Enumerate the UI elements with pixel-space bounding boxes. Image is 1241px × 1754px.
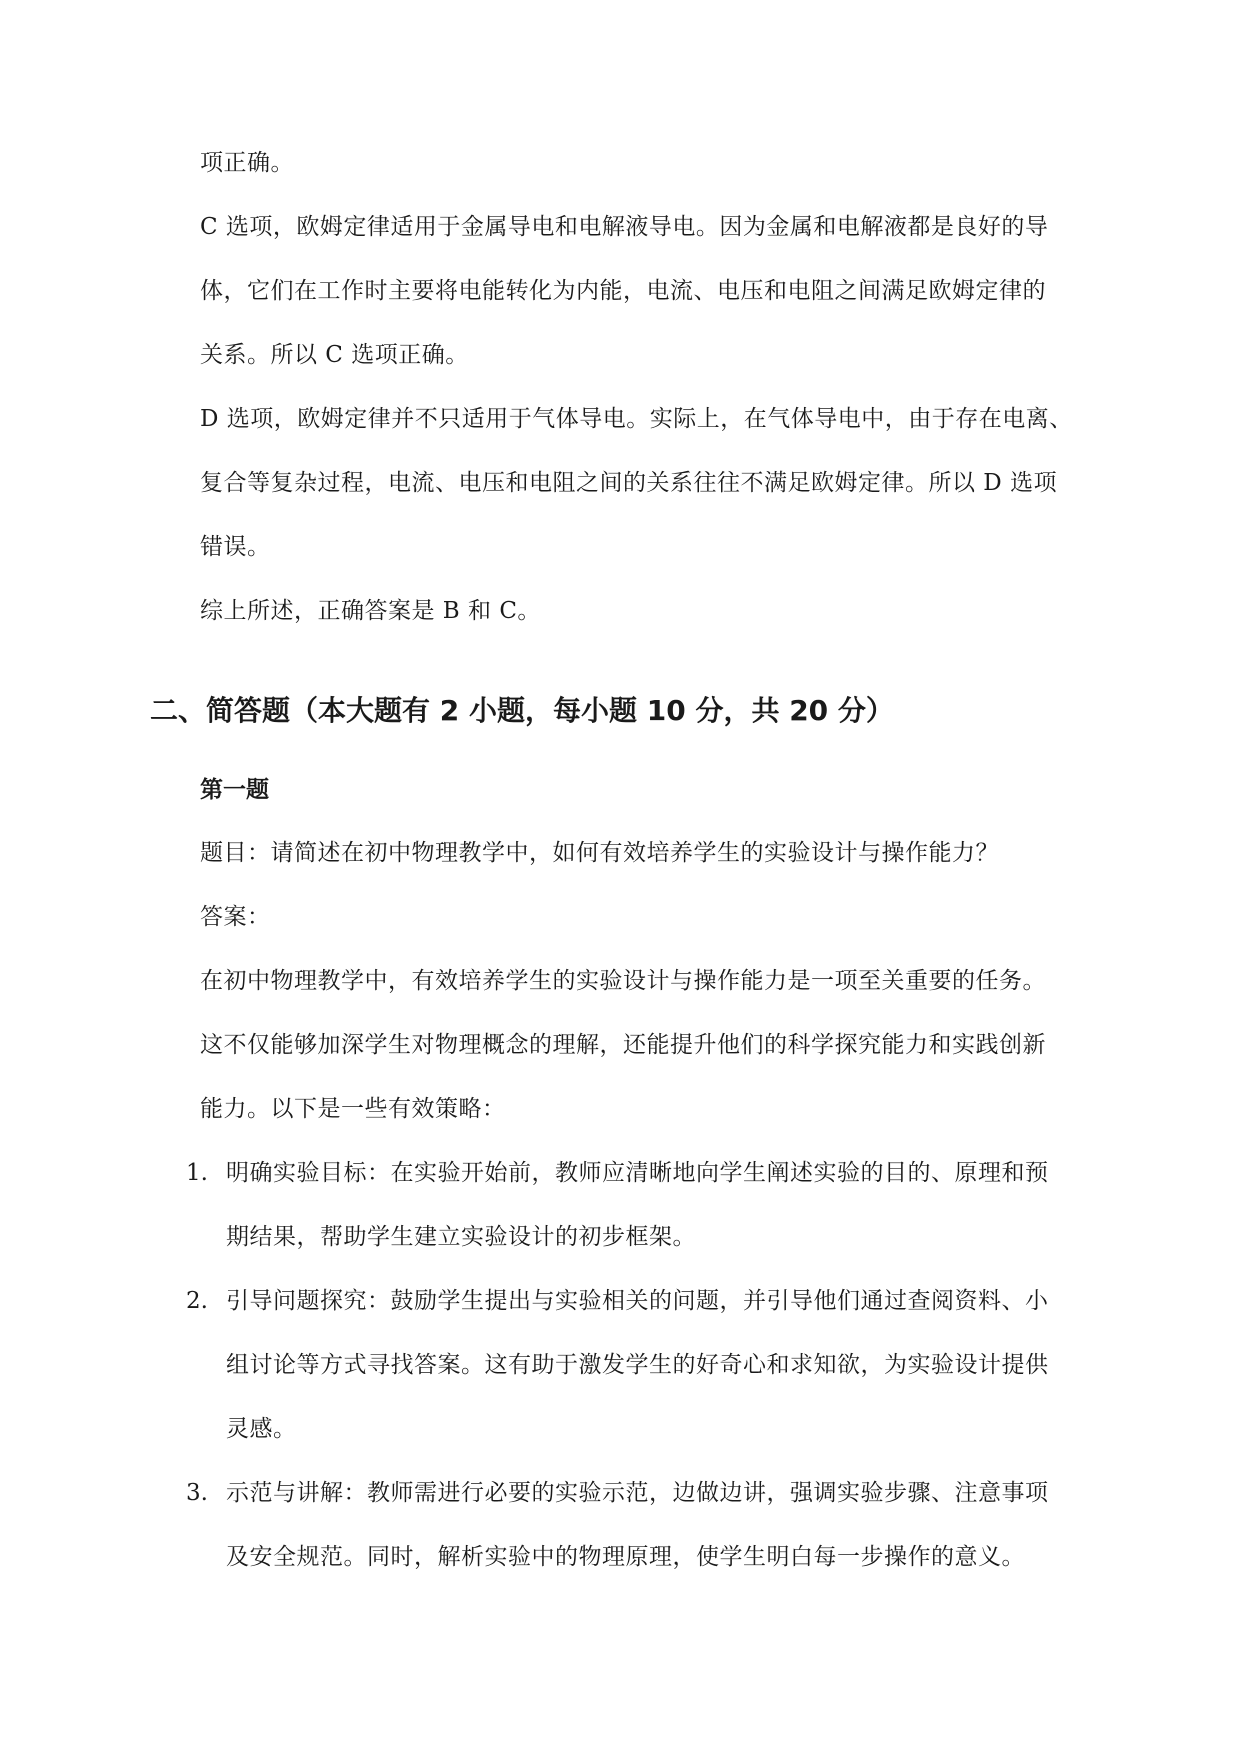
question-heading: 第一题 <box>200 777 269 803</box>
intro-line: 这不仅能够加深学生对物理概念的理解，还能提升他们的科学探究能力和实践创新 <box>200 1032 1046 1058</box>
intro-line: 能力。以下是一些有效策略： <box>200 1096 506 1122</box>
list-item-line: 期结果，帮助学生建立实验设计的初步框架。 <box>226 1224 696 1250</box>
list-number: 1. <box>186 1160 208 1186</box>
answer-line: D 选项，欧姆定律并不只适用于气体导电。实际上，在气体导电中，由于存在电离、 <box>200 406 1073 432</box>
list-item-line: 明确实验目标：在实验开始前，教师应清晰地向学生阐述实验的目的、原理和预 <box>226 1160 1049 1186</box>
answer-line: 复合等复杂过程，电流、电压和电阻之间的关系往往不满足欧姆定律。所以 D 选项 <box>200 470 1058 496</box>
list-item-line: 示范与讲解：教师需进行必要的实验示范，边做边讲，强调实验步骤、注意事项 <box>226 1480 1049 1506</box>
list-item-line: 及安全规范。同时，解析实验中的物理原理，使学生明白每一步操作的意义。 <box>226 1544 1025 1570</box>
list-item-line: 灵感。 <box>226 1416 297 1442</box>
list-item-line: 引导问题探究：鼓励学生提出与实验相关的问题，并引导他们通过查阅资料、小 <box>226 1288 1049 1314</box>
answer-label: 答案： <box>200 904 271 930</box>
answer-line: 项正确。 <box>200 150 294 176</box>
answer-summary: 综上所述，正确答案是 B 和 C。 <box>200 598 541 624</box>
list-number: 2. <box>186 1288 208 1314</box>
answer-line: 关系。所以 C 选项正确。 <box>200 342 469 368</box>
question-prompt: 题目：请简述在初中物理教学中，如何有效培养学生的实验设计与操作能力？ <box>200 840 999 866</box>
answer-line: 错误。 <box>200 534 271 560</box>
answer-line: C 选项，欧姆定律适用于金属导电和电解液导电。因为金属和电解液都是良好的导 <box>200 214 1049 240</box>
section-title: 二、简答题（本大题有 2 小题，每小题 10 分，共 20 分） <box>150 694 894 727</box>
answer-line: 体，它们在工作时主要将电能转化为内能，电流、电压和电阻之间满足欧姆定律的 <box>200 278 1046 304</box>
list-item-line: 组讨论等方式寻找答案。这有助于激发学生的好奇心和求知欲，为实验设计提供 <box>226 1352 1049 1378</box>
list-number: 3. <box>186 1480 208 1506</box>
intro-line: 在初中物理教学中，有效培养学生的实验设计与操作能力是一项至关重要的任务。 <box>200 968 1046 994</box>
